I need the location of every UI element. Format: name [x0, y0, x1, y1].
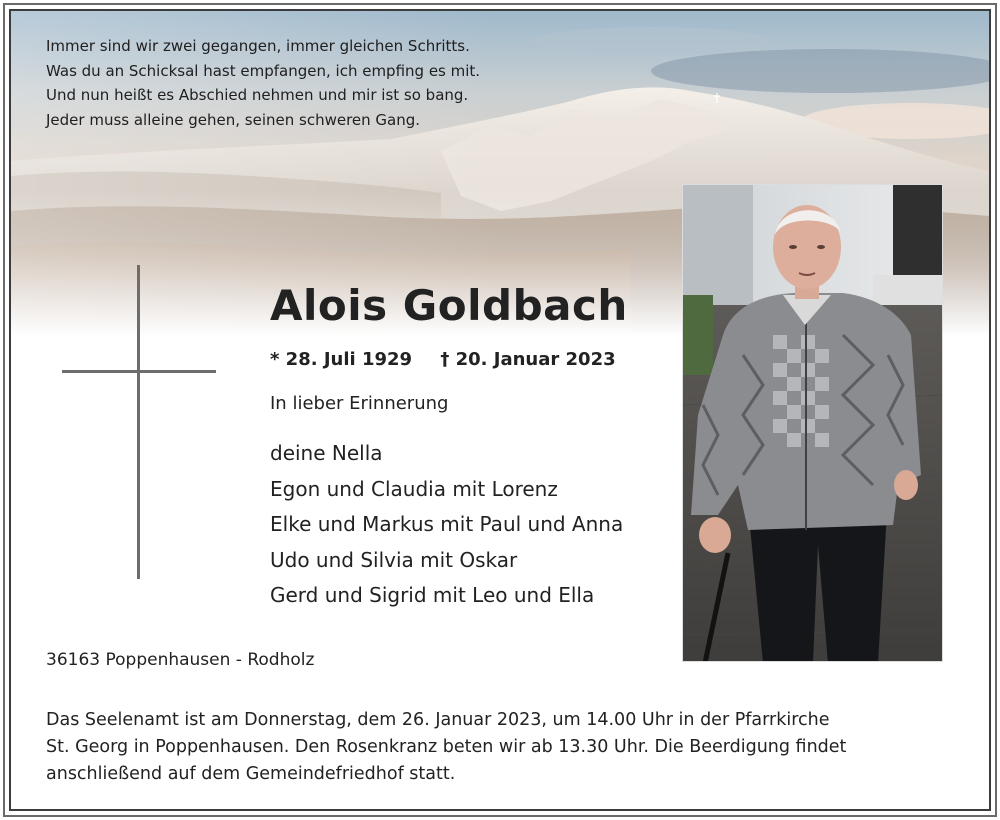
death-date: † 20. Januar 2023 [440, 349, 616, 370]
service-line: Das Seelenamt ist am Donnerstag, dem 26. Januar 2023, um 14.00 Uhr in der Pfarrkirche [46, 710, 830, 730]
deceased-name: Alois Goldbach [270, 281, 628, 330]
mourner-entry: Egon und Claudia mit Lorenz [270, 476, 558, 501]
memory-line: In lieber Erinnerung [270, 393, 449, 414]
location: 36163 Poppenhausen - Rodholz [46, 650, 315, 670]
service-line: St. Georg in Poppenhausen. Den Rosenkranz beten wir ab 13.30 Uhr. Die Beerdigung findet [46, 737, 847, 757]
service-line: anschließend auf dem Gemeindefriedhof statt. [46, 764, 456, 784]
poem-line: Was du an Schicksal hast empfangen, ich empfing es mit. [46, 61, 481, 80]
cross-horizontal-bar [62, 370, 216, 373]
birth-date: * 28. Juli 1929 [270, 349, 413, 370]
mourner-entry: Gerd und Sigrid mit Leo und Ella [270, 583, 595, 607]
poem-line: Und nun heißt es Abschied nehmen und mir ist so bang. [46, 86, 469, 104]
mourner-entry: Udo und Silvia mit Oskar [270, 547, 518, 572]
cross-icon [62, 265, 216, 580]
mourners-list [270, 436, 623, 614]
life-dates [270, 349, 638, 370]
mourner-entry: Elke und Markus mit Paul und Anna [270, 512, 624, 536]
poem-line: Jeder muss alleine gehen, seinen schweren Gang. [46, 110, 421, 129]
cross-vertical-bar [137, 265, 140, 579]
portrait-photo [682, 184, 943, 662]
service-details [46, 707, 946, 788]
poem-line: Immer sind wir zwei gegangen, immer gleichen Schritts. [46, 37, 470, 55]
mourner-entry: deine Nella [270, 441, 383, 465]
poem [46, 34, 480, 132]
